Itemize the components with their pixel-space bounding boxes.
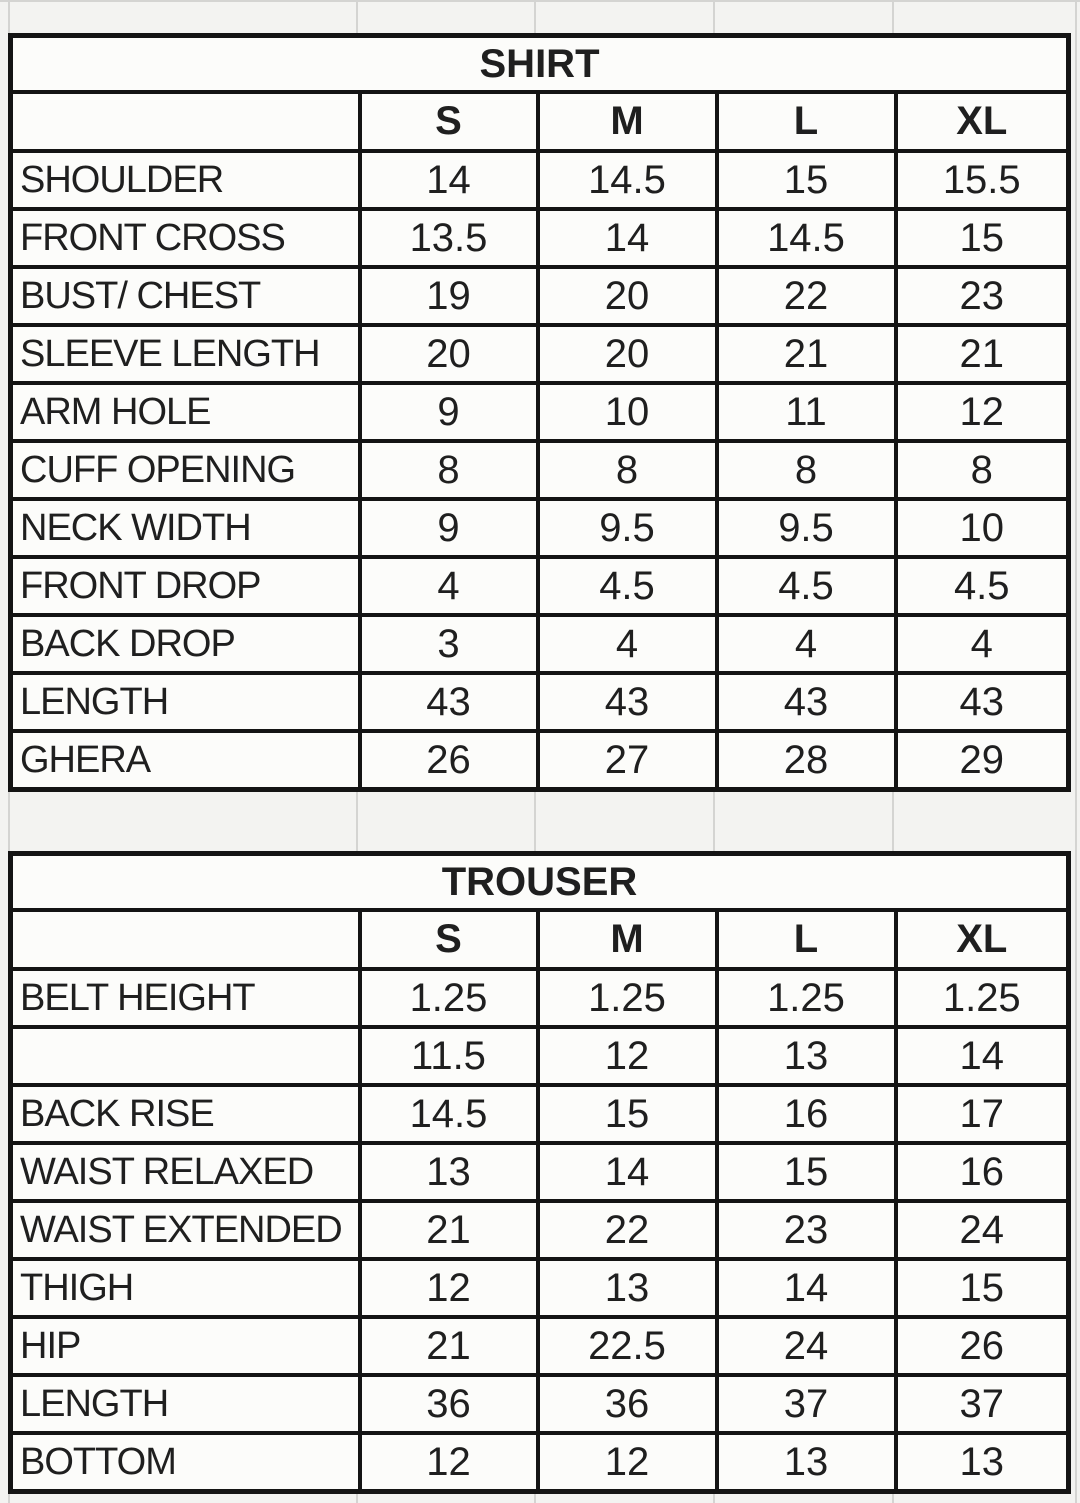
measurement-value: 12 <box>538 1433 717 1492</box>
measurement-value: 8 <box>717 441 896 499</box>
table-row <box>11 441 1069 499</box>
measurement-label: BOTTOM <box>11 1433 360 1492</box>
measurement-value: 4 <box>538 615 717 673</box>
spreadsheet-gridline-vertical <box>1075 0 1077 1503</box>
measurement-value: 21 <box>360 1201 538 1259</box>
shirt-size-table <box>8 33 1071 792</box>
measurement-value: 15.5 <box>896 151 1069 209</box>
size-header-row <box>11 910 1069 969</box>
measurement-label: THIGH <box>11 1259 360 1317</box>
table-title-row <box>11 854 1069 911</box>
table-row <box>11 383 1069 441</box>
table-row <box>11 969 1069 1027</box>
measurement-value: 11.5 <box>360 1027 538 1085</box>
measurement-label: BUST/ CHEST <box>11 267 360 325</box>
size-header-m: M <box>538 92 717 151</box>
corner-cell <box>11 910 360 969</box>
measurement-value: 4.5 <box>538 557 717 615</box>
measurement-label: BACK RISE <box>11 1085 360 1143</box>
measurement-value: 12 <box>538 1027 717 1085</box>
measurement-value: 13 <box>717 1027 896 1085</box>
measurement-label: LENGTH <box>11 673 360 731</box>
measurement-value: 43 <box>896 673 1069 731</box>
measurement-value: 14.5 <box>717 209 896 267</box>
measurement-label: WAIST RELAXED <box>11 1143 360 1201</box>
measurement-value: 4 <box>896 615 1069 673</box>
table-row <box>11 151 1069 209</box>
measurement-value: 23 <box>896 267 1069 325</box>
table-row <box>11 267 1069 325</box>
measurement-label: BELT HEIGHT <box>11 969 360 1027</box>
table-row <box>11 731 1069 790</box>
table-row <box>11 1433 1069 1492</box>
size-header-s: S <box>360 910 538 969</box>
measurement-value: 43 <box>717 673 896 731</box>
measurement-label: WAIST EXTENDED <box>11 1201 360 1259</box>
measurement-value: 21 <box>896 325 1069 383</box>
measurement-value: 12 <box>360 1259 538 1317</box>
measurement-value: 12 <box>360 1433 538 1492</box>
measurement-value: 14.5 <box>360 1085 538 1143</box>
measurement-value: 11 <box>717 383 896 441</box>
table-row <box>11 499 1069 557</box>
measurement-value: 15 <box>717 1143 896 1201</box>
size-header-m: M <box>538 910 717 969</box>
measurement-value: 23 <box>717 1201 896 1259</box>
measurement-value: 22 <box>538 1201 717 1259</box>
measurement-value: 1.25 <box>896 969 1069 1027</box>
measurement-value: 21 <box>360 1317 538 1375</box>
size-header-xl: XL <box>896 910 1069 969</box>
measurement-value: 14 <box>538 209 717 267</box>
table-row <box>11 557 1069 615</box>
table-row <box>11 325 1069 383</box>
measurement-label: HIP <box>11 1317 360 1375</box>
measurement-value: 3 <box>360 615 538 673</box>
measurement-value: 37 <box>717 1375 896 1433</box>
table-row <box>11 673 1069 731</box>
measurement-value: 13 <box>717 1433 896 1492</box>
measurement-value: 36 <box>538 1375 717 1433</box>
measurement-value: 4.5 <box>896 557 1069 615</box>
measurement-value: 14 <box>360 151 538 209</box>
measurement-label: FRONT CROSS <box>11 209 360 267</box>
table-title: TROUSER <box>11 854 1069 911</box>
measurement-value: 4.5 <box>717 557 896 615</box>
measurement-label: CUFF OPENING <box>11 441 360 499</box>
measurement-value: 43 <box>538 673 717 731</box>
table-row <box>11 615 1069 673</box>
measurement-value: 16 <box>717 1085 896 1143</box>
measurement-value: 26 <box>360 731 538 790</box>
measurement-value: 13 <box>538 1259 717 1317</box>
measurement-value: 37 <box>896 1375 1069 1433</box>
measurement-value: 14 <box>896 1027 1069 1085</box>
measurement-value: 8 <box>360 441 538 499</box>
measurement-value: 9 <box>360 383 538 441</box>
measurement-value: 4 <box>360 557 538 615</box>
measurement-value: 10 <box>896 499 1069 557</box>
size-header-l: L <box>717 910 896 969</box>
size-header-xl: XL <box>896 92 1069 151</box>
table-row <box>11 1027 1069 1085</box>
measurement-value: 9.5 <box>538 499 717 557</box>
measurement-value: 21 <box>717 325 896 383</box>
measurement-value: 16 <box>896 1143 1069 1201</box>
trouser-size-table <box>8 851 1071 1494</box>
measurement-value: 15 <box>896 1259 1069 1317</box>
table-row <box>11 1085 1069 1143</box>
measurement-value: 15 <box>538 1085 717 1143</box>
size-header-row <box>11 92 1069 151</box>
measurement-value: 36 <box>360 1375 538 1433</box>
measurement-label: NECK WIDTH <box>11 499 360 557</box>
measurement-value: 24 <box>896 1201 1069 1259</box>
measurement-value: 8 <box>538 441 717 499</box>
measurement-value: 13 <box>360 1143 538 1201</box>
measurement-value: 13 <box>896 1433 1069 1492</box>
measurement-value: 9 <box>360 499 538 557</box>
measurement-label: FRONT DROP <box>11 557 360 615</box>
measurement-value: 22.5 <box>538 1317 717 1375</box>
measurement-value: 20 <box>538 325 717 383</box>
measurement-value: 8 <box>896 441 1069 499</box>
measurement-value: 20 <box>360 325 538 383</box>
measurement-value: 24 <box>717 1317 896 1375</box>
measurement-value: 1.25 <box>360 969 538 1027</box>
measurement-value: 14 <box>717 1259 896 1317</box>
measurement-value: 15 <box>717 151 896 209</box>
measurement-value: 12 <box>896 383 1069 441</box>
measurement-value: 17 <box>896 1085 1069 1143</box>
measurement-value: 15 <box>896 209 1069 267</box>
measurement-label: ARM HOLE <box>11 383 360 441</box>
measurement-label: SHOULDER <box>11 151 360 209</box>
measurement-label <box>11 1027 360 1085</box>
measurement-value: 14 <box>538 1143 717 1201</box>
measurement-label: LENGTH <box>11 1375 360 1433</box>
measurement-value: 27 <box>538 731 717 790</box>
size-header-s: S <box>360 92 538 151</box>
measurement-value: 28 <box>717 731 896 790</box>
corner-cell <box>11 92 360 151</box>
measurement-label: GHERA <box>11 731 360 790</box>
measurement-value: 1.25 <box>538 969 717 1027</box>
spreadsheet-gridline-horizontal <box>0 0 1080 2</box>
measurement-label: SLEEVE LENGTH <box>11 325 360 383</box>
table-row <box>11 1375 1069 1433</box>
measurement-value: 13.5 <box>360 209 538 267</box>
table-row <box>11 1143 1069 1201</box>
table-row <box>11 1317 1069 1375</box>
table-title: SHIRT <box>11 36 1069 93</box>
table-row <box>11 1201 1069 1259</box>
measurement-label: BACK DROP <box>11 615 360 673</box>
measurement-value: 26 <box>896 1317 1069 1375</box>
table-row <box>11 1259 1069 1317</box>
measurement-value: 29 <box>896 731 1069 790</box>
measurement-value: 1.25 <box>717 969 896 1027</box>
size-header-l: L <box>717 92 896 151</box>
measurement-value: 14.5 <box>538 151 717 209</box>
measurement-value: 9.5 <box>717 499 896 557</box>
measurement-value: 10 <box>538 383 717 441</box>
measurement-value: 19 <box>360 267 538 325</box>
measurement-value: 4 <box>717 615 896 673</box>
measurement-value: 20 <box>538 267 717 325</box>
measurement-value: 43 <box>360 673 538 731</box>
table-row <box>11 209 1069 267</box>
measurement-value: 22 <box>717 267 896 325</box>
table-title-row <box>11 36 1069 93</box>
